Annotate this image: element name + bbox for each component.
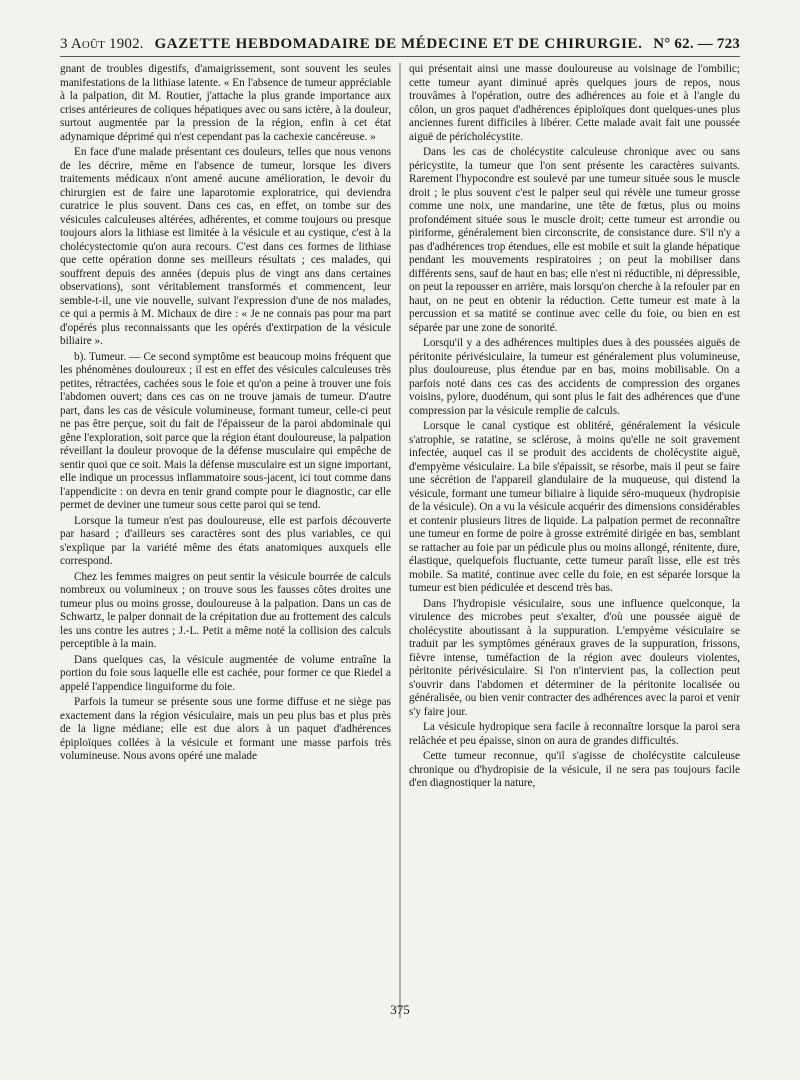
issue-number: N° 62. — 723 <box>653 36 740 52</box>
left-column <box>60 63 391 1018</box>
paragraph: Parfois la tumeur se présente sous une forme diffuse et ne siège pas exactement dans la région vésiculaire, mais un peu plus bas et plus près de la ligne médiane; elle est due alors à un paquet d'adhérences épiploïques collées à la vésicule et formant une masse parfois très volumineuse. Nous avons opéré une malade <box>60 696 391 762</box>
paragraph: Chez les femmes maigres on peut sentir la vésicule bourrée de calculs nombreux ou volumineux ; on trouve sous les fausses côtes droites une tumeur plus ou moins grosse, douloureuse à la palpation. Dans un cas de Schwartz, le palper donnait de la crépitation due au frottement des calculs les uns contre les autres ; J.-L. Petit a même noté la collision des calculs perceptible à la main. <box>60 570 391 650</box>
running-header <box>60 36 740 57</box>
journal-title: GAZETTE HEBDOMADAIRE DE MÉDECINE ET DE CHIRURGIE. <box>154 36 643 52</box>
paragraph: La vésicule hydropique sera facile à reconnaître lorsque la paroi sera relâchée et peu épaisse, sinon on aura de grandes difficultés. <box>409 721 740 747</box>
text-columns <box>60 63 740 1018</box>
paragraph: En face d'une malade présentant ces douleurs, telles que nous venons de les décrire, même en l'absence de tumeur, lorsque les divers traitements médicaux n'ont amené aucune amélioration, le devoir du chirurgien est de faire une laparotomie exploratrice, qui deviendra curatrice le plus souvent. Dans ces cas, en effet, on tombe sur des vésicules calculeuses altérées, adhérentes, et comme toujours ou presque toujours alors la lithiase est limitée à la vésicule et au cystique, c'est à la cholécystectomie qu'on aura recours. C'est dans ces formes de lithiase que cette opération donne ses meilleurs résultats ; ces malades, qui souffrent depuis des années (depuis plus de vingt ans dans certaines observations), sont véritablement transformés et commencent, leur semble-t-il, une vie nouvelle, suivant l'expression d'une de nos malades, ce qui a permis à M. Michaux de dire : « Je ne connais pas pour ma part d'opérés plus reconnaissants que les opérés d'extirpation de la vésicule biliaire ». <box>60 146 391 347</box>
page-number: 375 <box>390 1002 410 1017</box>
paragraph: Dans les cas de cholécystite calculeuse chronique avec ou sans péricystite, la tumeur que l'on sent présente les caractères suivants. Rarement l'hypocondre est soulevé par une tumeur située sous le muscle droit ; le plus souvent c'est le palper seul qui révèle une tumeur grosse comme une noix, une mandarine, une tête de fœtus, plus ou moins profondément située sous le muscle droit; cette tumeur est arrondie ou piriforme, généralement bien circonscrite, de consistance dure. S'il n'y a pas d'adhérences trop étendues, elle est mobile et suit la glande hépatique pendant les mouvements respiratoires ; on peut la mobiliser dans différents sens, sauf de haut en bas; elle n'est ni réductible, ni dépressible, on peut la repousser en arrière, mais lorsqu'on cherche à la refouler par en haut, on ne peut en obtenir la réduction. Cette tumeur est mate à la percussion et sa matité se continue avec celle du foie, ou bien en est séparée par une zone de sonorité. <box>409 146 740 334</box>
right-column <box>409 63 740 1018</box>
paragraph: Lorsque le canal cystique est oblitéré, généralement la vésicule s'atrophie, se ratatine, se sclérose, à moins qu'elle ne soit gravement infectée, auquel cas il se produit des accidents de cholécystite aiguë, d'empyème vésiculaire. La bile s'épaissit, se résorbe, mais il peut se faire une sécrétion de l'appareil glandulaire de la muqueuse, qui distend la vésicule, formant une tumeur biliaire à liquide séro-muqueux (hydropisie de la vésicule). On a vu la vésicule acquérir des dimensions considérables et contenir plusieurs litres de liquide. La palpation permet de reconnaître une tumeur en forme de poire à grosse extrémité dirigée en bas, semblant se rattacher au foie par un pédicule plus ou moins allongé, rénitente, dure, élastique, quelquefois fluctuante, cette tumeur paraît lisse, elle est très mobile. Sa matité, continue avec celle du foie, en est séparée lorsque la tumeur est bien pédiculée et descend très bas. <box>409 420 740 594</box>
paragraph: Lorsque la tumeur n'est pas douloureuse, elle est parfois découverte par hasard ; d'ailleurs ses caractères sont des plus variables, ce qui s'explique par la variété même des états anatomiques auxquels elle correspond. <box>60 514 391 567</box>
paragraph: Cette tumeur reconnue, qu'il s'agisse de cholécystite calculeuse chronique ou d'hydropisie de la vésicule, il ne sera pas toujours facile d'en diagnostiquer la nature, <box>409 750 740 789</box>
paragraph: Dans quelques cas, la vésicule augmentée de volume entraîne la portion du foie sous laquelle elle est cachée, pour former ce que Riedel a appelé l'appendice linguiforme du foie. <box>60 653 391 693</box>
paragraph: Dans l'hydropisie vésiculaire, sous une influence quelconque, la virulence des microbes peut s'exalter, d'où une poussée aiguë de cholécystite aboutissant à la suppuration. L'empyème vésiculaire se traduit par les symptômes généraux graves de la suppuration, frissons, fièvre intense, tuméfaction de la région avec douleurs violentes, péritonite périvésiculaire. Si l'on n'intervient pas, la collection peut s'ouvrir dans l'abdomen et déterminer de la péritonite localisée ou généralisée, ou bien venir contracter des adhérences avec la paroi et venir s'y faire jour. <box>409 597 740 718</box>
paragraph: Lorsqu'il y a des adhérences multiples dues à des poussées aiguës de péritonite périvésiculaire, la tumeur est généralement plus volumineuse, plus douloureuse, plus étendue par en bas, moins mobilisable. On a parfois noté dans ces cas des accidents de compression des organes voisins, pylore, duodénum, qui sont plus le fait des adhérences que d'une compression par la vésicule remplie de calculs. <box>409 337 740 417</box>
issue-date: 3 Août 1902. <box>60 36 144 52</box>
paragraph: gnant de troubles digestifs, d'amaigrissement, sont souvent les seules manifestations de la lithiase latente. « En l'absence de tumeur appréciable à la palpation, dit M. Routier, j'attache la plus grande importance aux crises antérieures de coliques hépatiques avec ou sans ictère, à la douleur, surtout augmentée par la pression de la région, enfin à cet état adynamique déprimé qui n'est cependant pas la cachexie cancéreuse. » <box>60 63 391 143</box>
paragraph: qui présentait ainsi une masse douloureuse au voisinage de l'ombilic; cette tumeur ayant diminué après quelques jours de repos, nous trouvâmes à l'opération, outre des adhérences au foie et à l'angle du côlon, un gros paquet d'adhérences épiploïques dont quelques-unes plus anciennes furent difficiles à libérer. Cette malade avait fait une poussée aiguë de péricholécystite. <box>409 63 740 143</box>
paragraph: b). Tumeur. — Ce second symptôme est beaucoup moins fréquent que les phénomènes douloureux ; il est en effet des vésicules calculeuses très petites, rétractées, cachées sous le foie et qu'on a peine à trouver une fois l'abdomen ouvert; dans ces cas on ne trouve jamais de tumeur. D'autre part, dans les cas de vésicule volumineuse, formant tumeur, celle-ci peut ne pas être perçue, soit du fait de l'épaisseur de la paroi abdominale qui gêne l'exploration, soit parce que la région étant douloureuse, la palpation réveillant la douleur provoque de la défense musculaire qui empêche de sentir quoi que ce soit. Mais la défense musculaire est un signe important, elle indique un processus inflammatoire sous-jacent, ici tout comme dans l'appendicite : on devra en tenir grand compte pour le diagnostic, car elle permet de deviner une tumeur sous cette paroi qui se tend. <box>60 350 391 511</box>
